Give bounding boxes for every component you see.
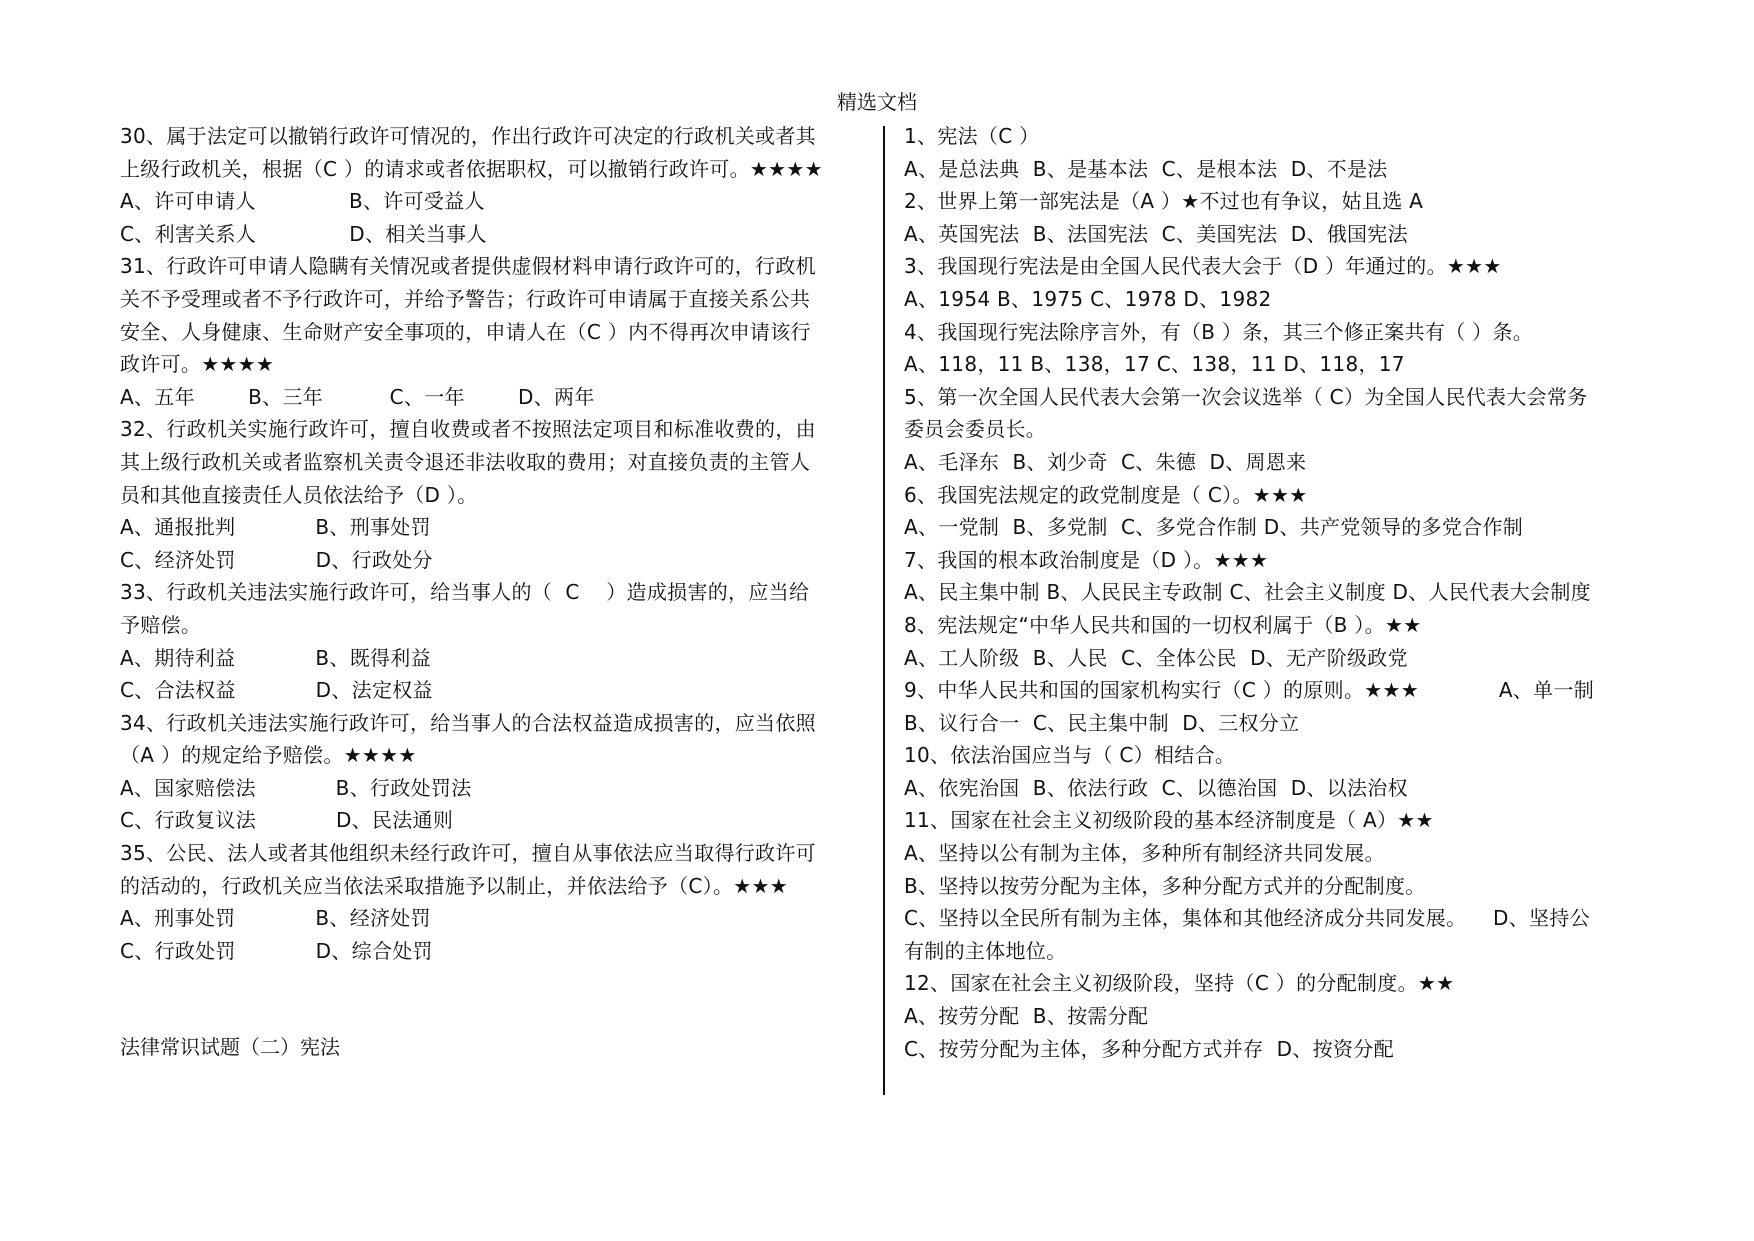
question-31-options: A、五年 B、三年 C、一年 D、两年 (120, 384, 595, 409)
question-12-stem: 12、国家在社会主义初级阶段，坚持（C ）的分配制度。★★ (904, 971, 1455, 996)
question-2-options: A、英国宪法 B、法国宪法 C、美国宪法 D、俄国宪法 (904, 221, 1408, 246)
question-34-options-ab: A、国家赔偿法 B、行政处罚法 (120, 775, 472, 800)
question-3-options: A、1954 B、1975 C、1978 D、1982 (904, 286, 1272, 311)
question-34-line-1: 34、行政机关违法实施行政许可，给当事人的合法权益造成损害的，应当依照 (120, 710, 816, 735)
question-34-options-cd: C、行政复议法 D、民法通则 (120, 808, 454, 833)
question-31-line-1: 31、行政许可申请人隐瞒有关情况或者提供虚假材料申请行政许可的，行政机 (120, 254, 816, 279)
question-10-stem: 10、依法治国应当与（ C）相结合。 (904, 743, 1236, 768)
question-12-options-cd: C、按劳分配为主体，多种分配方式并存 D、按资分配 (904, 1036, 1394, 1061)
question-11-stem: 11、国家在社会主义初级阶段的基本经济制度是（ A）★★ (904, 808, 1434, 833)
question-32-line-3: 员和其他直接责任人员依法给予（D ）。 (120, 482, 478, 507)
question-31-line-4: 政许可。★★★★ (120, 352, 275, 377)
question-35-options-ab: A、刑事处罚 B、经济处罚 (120, 906, 431, 931)
question-11-option-b: B、坚持以按劳分配为主体，多种分配方式并的分配制度。 (904, 873, 1426, 898)
question-1-options: A、是总法典 B、是基本法 C、是根本法 D、不是法 (904, 156, 1388, 181)
question-8-stem: 8、宪法规定“中华人民共和国的一切权利属于（B ）。★★ (904, 612, 1422, 637)
question-5-stem-line-1: 5、第一次全国人民代表大会第一次会议选举（ C）为全国人民代表大会常务 (904, 384, 1588, 409)
question-32-line-2: 其上级行政机关或者监察机关责令退还非法收取的费用；对直接负责的主管人 (120, 449, 811, 474)
question-33-line-2: 予赔偿。 (120, 612, 202, 637)
question-11-option-cd-line-1: C、坚持以全民所有制为主体，集体和其他经济成分共同发展。 D、坚持公 (904, 906, 1590, 931)
question-33-line-1: 33、行政机关违法实施行政许可，给当事人的（ C ）造成损害的，应当给 (120, 580, 810, 605)
question-34-line-2: （A ）的规定给予赔偿。★★★★ (120, 743, 417, 768)
question-30-options-ab: A、许可申请人 B、许可受益人 (120, 189, 485, 214)
question-30-line-1: 30、属于法定可以撤销行政许可情况的，作出行政许可决定的行政机关或者其 (120, 124, 816, 148)
question-4-stem: 4、我国现行宪法除序言外，有（B ）条，其三个修正案共有（ ）条。 (904, 319, 1534, 344)
question-6-stem: 6、我国宪法规定的政党制度是（ C）。★★★ (904, 482, 1308, 507)
column-divider (883, 126, 885, 1095)
question-11-option-a: A、坚持以公有制为主体，多种所有制经济共同发展。 (904, 841, 1385, 866)
right-column (904, 120, 1654, 1065)
question-33-options-cd: C、合法权益 D、法定权益 (120, 678, 433, 703)
question-7-options: A、民主集中制 B、人民民主专政制 C、社会主义制度 D、人民代表大会制度 (904, 580, 1591, 605)
question-3-stem: 3、我国现行宪法是由全国人民代表大会于（D ）年通过的。★★★ (904, 254, 1502, 279)
question-11-option-cd-line-2: 有制的主体地位。 (904, 938, 1067, 963)
question-8-options: A、工人阶级 B、人民 C、全体公民 D、无产阶级政党 (904, 645, 1408, 670)
question-5-stem-line-2: 委员会委员长。 (904, 417, 1047, 442)
question-9-stem: 9、中华人民共和国的国家机构实行（C ）的原则。★★★ A、单一制 (904, 678, 1595, 703)
question-12-options-ab: A、按劳分配 B、按需分配 (904, 1004, 1149, 1029)
question-32-options-cd: C、经济处罚 D、行政处分 (120, 547, 433, 572)
question-6-options: A、一党制 B、多党制 C、多党合作制 D、共产党领导的多党合作制 (904, 515, 1524, 540)
question-9-options: B、议行合一 C、民主集中制 D、三权分立 (904, 710, 1300, 735)
question-35-line-2: 的活动的，行政机关应当依法采取措施予以制止，并依法给予（C）。★★★ (120, 873, 788, 898)
question-2-stem: 2、世界上第一部宪法是（A ）★不过也有争议，姑且选 A (904, 189, 1424, 214)
question-1-stem: 1、宪法（C ） (904, 124, 1040, 148)
question-32-line-1: 32、行政机关实施行政许可，擅自收费或者不按照法定项目和标准收费的，由 (120, 417, 816, 442)
question-30-line-2: 上级行政机关，根据（C ）的请求或者依据职权，可以撤销行政许可。★★★★ (120, 156, 823, 181)
question-5-options: A、毛泽东 B、刘少奇 C、朱德 D、周恩来 (904, 449, 1307, 474)
left-column (120, 120, 868, 967)
question-32-options-ab: A、通报批判 B、刑事处罚 (120, 515, 431, 540)
question-31-line-2: 关不予受理或者不予行政许可，并给予警告；行政许可申请属于直接关系公共 (120, 286, 811, 311)
question-30-options-cd: C、利害关系人 D、相关当事人 (120, 221, 487, 246)
question-35-line-1: 35、公民、法人或者其他组织未经行政许可，擅自从事依法应当取得行政许可 (120, 841, 816, 866)
section-title: 法律常识试题（二）宪法 (120, 1035, 340, 1059)
question-35-options-cd: C、行政处罚 D、综合处罚 (120, 938, 433, 963)
question-33-options-ab: A、期待利益 B、既得利益 (120, 645, 431, 670)
question-10-options: A、依宪治国 B、依法行政 C、以德治国 D、以法治权 (904, 775, 1408, 800)
question-7-stem: 7、我国的根本政治制度是（D ）。★★★ (904, 547, 1269, 572)
question-31-line-3: 安全、人身健康、生命财产安全事项的，申请人在（C ）内不得再次申请该行 (120, 319, 811, 344)
question-4-options: A、118，11 B、138，17 C、138，11 D、118，17 (904, 352, 1405, 377)
page-header: 精选文档 (837, 90, 917, 114)
